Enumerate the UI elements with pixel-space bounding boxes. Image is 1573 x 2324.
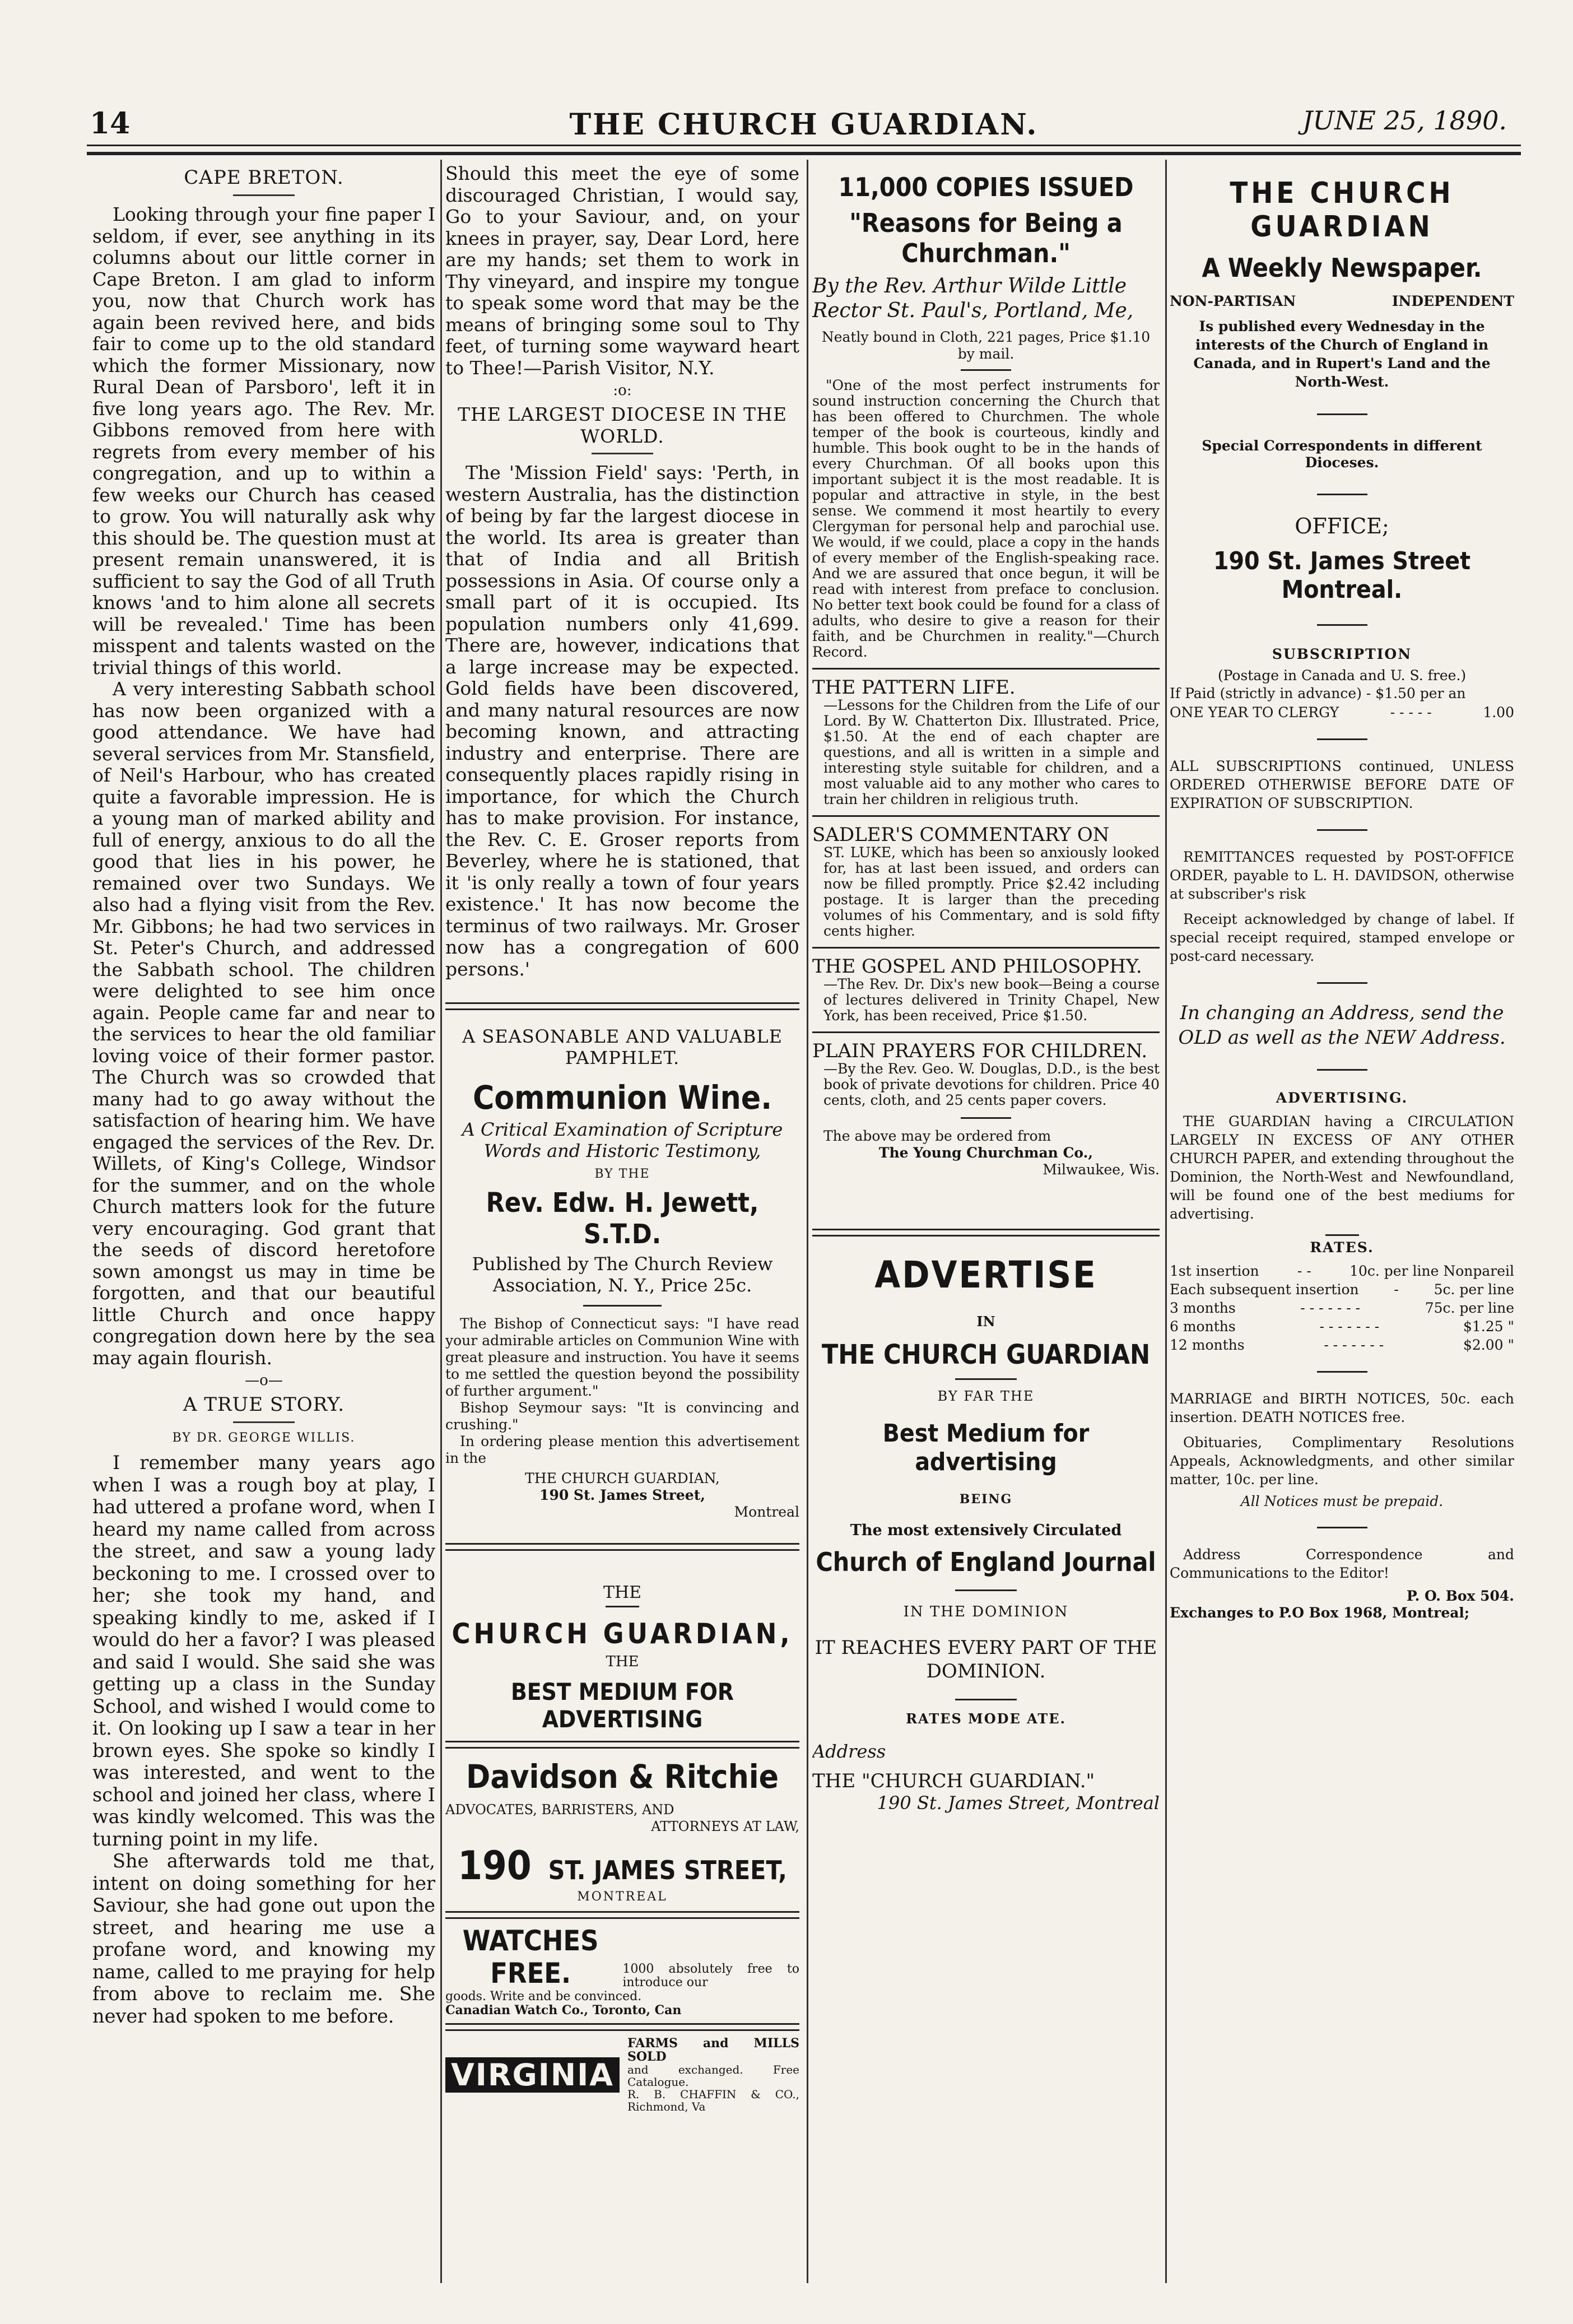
clergy-rate-dots: - - - - - bbox=[1390, 704, 1432, 721]
advertise-reaches: IT REACHES EVERY PART OF THE DOMINION. bbox=[815, 1637, 1157, 1682]
ad-the: THE bbox=[606, 1653, 639, 1670]
rule bbox=[812, 947, 1160, 949]
firm-description: ATTORNEYS AT LAW, bbox=[651, 1819, 799, 1834]
advertise-rates: RATES MODE ATE. bbox=[906, 1711, 1066, 1727]
advertise-most: The most extensively Circulated bbox=[850, 1522, 1122, 1539]
rate-label: 1st insertion bbox=[1170, 1263, 1259, 1279]
independent: INDEPENDENT bbox=[1392, 293, 1514, 309]
separator bbox=[1317, 494, 1367, 495]
cape-breton-paragraph: A very interesting Sabbath school has now been organized with a good attendance. We have had several services from Mr. Stansfield, of Neil's Harbour, who has created quite a favorable impression. He is a young man of marked ability and full of energy, anxious to do all the good that lies in his power, he remained over two Sundays. We also had a flying visit from the Rev. Mr. Gibbons; he had two services in St. Peter's Church, and addressed the Sabbath school. The children were delighted to see him once again. People came far and near to the services to hear the old familiar loving voice of their former pastor. The Church was so crowded that many had to go away without the satisfaction of hearing him. We have engaged the services of the Rev. Dr. Willets, of King's College, Windsor for the summer, and on the whole Church matters look for the future very encouraging. God grant that the seeds of discord heretofore sown amongst us may in time be forgotten, and that our beautiful little Church and once happy congregation down here by the sea may again flourish. bbox=[92, 678, 435, 1369]
pattern-life-title: THE PATTERN LIFE. bbox=[812, 676, 1016, 699]
rate-price: 75c. per line bbox=[1425, 1300, 1514, 1316]
book-review: "One of the most perfect instruments for sound instruction concerning the Church that has been offered to Churchmen. The whole temper of the book is courteous, kindly and humble. This book ought to be in the hands of every Churchman. Of all books upon this important subject it is the most readable. It is popular and attractive in style, in the best sense. We commend it most heartily to every Clergyman for personal help and parochial use. We would, if we could, place a copy in the hands of every member of the English-speaking race. And we are assured that once begun, it will be read with interest from preface to conclusion. No better text book could be found for a class of adults, who desire to give a reason for their faith, and be Churchmen in reality."—Church Record. bbox=[812, 377, 1160, 660]
pamphlet-heading: A SEASONABLE AND VALUABLE PAMPHLET. bbox=[462, 1026, 783, 1068]
virginia-line: and exchanged. Free Catalogue. bbox=[627, 2063, 799, 2089]
copies-issued: 11,000 COPIES ISSUED bbox=[838, 172, 1134, 202]
rate-dots: - - bbox=[1297, 1263, 1311, 1279]
obituaries-note: Obituaries, Complimentary Resolutions Appeals, Acknowledgments, and other similar matter, 10c. per line. bbox=[1170, 1434, 1514, 1488]
virginia-text bbox=[627, 2037, 799, 2113]
column-1 bbox=[92, 160, 435, 2285]
rate-label: 3 months bbox=[1170, 1300, 1236, 1316]
column-4 bbox=[1170, 160, 1514, 2285]
rate-price: 5c. per line bbox=[1434, 1281, 1514, 1298]
subscription-continued: ALL SUBSCRIPTIONS continued, UNLESS ORDERED OTHERWISE BEFORE DATE OF EXPIRATION OF SUBSCRIPTION. bbox=[1170, 758, 1514, 811]
separator bbox=[1317, 738, 1367, 740]
rate-price: 10c. per line Nonpareil bbox=[1349, 1263, 1514, 1279]
rule bbox=[445, 1741, 799, 1749]
clergy-rate-label: ONE YEAR TO CLERGY bbox=[1170, 704, 1339, 721]
advertise-in: IN bbox=[976, 1313, 995, 1330]
advertising-heading: ADVERTISING. bbox=[1276, 1090, 1408, 1106]
separator bbox=[961, 369, 1011, 371]
rate-dots: - - - - - - - bbox=[1300, 1300, 1361, 1316]
exchanges: Exchanges to P.O Box 1968, Montreal; bbox=[1170, 1605, 1470, 1621]
rule bbox=[812, 668, 1160, 670]
rate-row bbox=[1170, 1336, 1514, 1354]
separator bbox=[233, 1421, 295, 1423]
rule bbox=[445, 1543, 799, 1551]
communion-wine-title: Communion Wine. bbox=[472, 1079, 772, 1117]
separator bbox=[606, 1606, 639, 1607]
rate-dots: - bbox=[1394, 1281, 1399, 1298]
order-address: Montreal bbox=[734, 1504, 799, 1520]
advertise-guardian-address: 190 St. James Street, Montreal bbox=[877, 1792, 1160, 1814]
paper-name: THE CHURCH GUARDIAN bbox=[1230, 176, 1454, 244]
watches-title: WATCHES FREE. bbox=[462, 1925, 599, 1990]
marriage-notices: MARRIAGE and BIRTH NOTICES, 50c. each insertion. DEATH NOTICES free. bbox=[1170, 1391, 1514, 1425]
virginia-title: VIRGINIA bbox=[445, 2057, 620, 2093]
column-2 bbox=[445, 160, 799, 2285]
advertising-body: THE GUARDIAN having a CIRCULATION LARGELY IN EXCESS OF ANY OTHER CHURCH PAPER, and extending throughout the Dominion, the North-West and Newfoundland, will be found one of the best mediums for advertising. bbox=[1170, 1113, 1514, 1222]
true-story-heading: A TRUE STORY. bbox=[183, 1393, 345, 1416]
non-partisan: NON-PARTISAN bbox=[1170, 293, 1296, 309]
pamphlet-subtitle: A Critical Examination of Scripture Words and Historic Testimony, bbox=[462, 1119, 783, 1161]
true-story-byline: BY DR. GEORGE WILLIS. bbox=[172, 1431, 356, 1445]
page-number: 14 bbox=[90, 106, 131, 141]
column-divider bbox=[807, 160, 808, 2283]
rate-row bbox=[1170, 1317, 1514, 1336]
rates-heading: RATES. bbox=[1310, 1239, 1374, 1256]
receipt-note: Receipt acknowledged by change of label. If special receipt required, stamped envelope or post-card necessary. bbox=[1170, 911, 1514, 964]
pattern-life-body: —Lessons for the Children from the Life of our Lord. By W. Chatterton Dix. Illustrated. Price, $1.50. At the end of each chapter are questions, and all is written in a simple and interesting style suitable for children, and a most valuable aid to any mother who cares to train her children in religious truth. bbox=[823, 697, 1160, 807]
seymour-quote: Bishop Seymour says: "It is convincing and crushing." bbox=[445, 1400, 799, 1433]
book-author: By the Rev. Arthur Wilde Little bbox=[812, 275, 1127, 298]
rate-label: Each subsequent insertion bbox=[1170, 1281, 1359, 1298]
firm-address bbox=[445, 1843, 799, 1889]
prepaid-note: All Notices must be prepaid. bbox=[1240, 1493, 1444, 1509]
rate-row bbox=[1170, 1299, 1514, 1317]
rates-table bbox=[1170, 1262, 1514, 1354]
separator: —o— bbox=[245, 1372, 283, 1389]
clergy-rate-price: 1.00 bbox=[1483, 704, 1514, 721]
column-divider bbox=[1165, 160, 1167, 2283]
rate-row bbox=[1170, 1280, 1514, 1299]
po-box: P. O. Box 504. bbox=[1406, 1588, 1514, 1604]
office-label: OFFICE; bbox=[1295, 514, 1389, 538]
rate-dots: - - - - - - - bbox=[1324, 1337, 1384, 1353]
separator bbox=[583, 1305, 662, 1307]
advertise-being: BEING bbox=[959, 1492, 1013, 1507]
advertise-journal: Church of England Journal bbox=[816, 1547, 1156, 1577]
true-story-paragraph: She afterwards told me that, intent on doing something for her Saviour, she had gone out upon the street, and hearing me use a profane word, and knowing my name, called to me praying for help from above to reclaim me. She never had spoken to me before. bbox=[92, 1850, 435, 2027]
advertise-title: ADVERTISE bbox=[874, 1253, 1097, 1296]
pamphlet-author: Rev. Edw. H. Jewett, S.T.D. bbox=[486, 1187, 759, 1250]
order-city: Milwaukee, Wis. bbox=[1043, 1161, 1160, 1178]
separator bbox=[1325, 1234, 1359, 1236]
watches-text: goods. Write and be convinced. bbox=[445, 1990, 642, 2004]
separator bbox=[1317, 413, 1367, 415]
diocese-heading: THE LARGEST DIOCESE IN THE WORLD. bbox=[458, 403, 787, 447]
ad-the: THE bbox=[603, 1583, 642, 1602]
weekly-newspaper: A Weekly Newspaper. bbox=[1202, 253, 1482, 283]
order-note: In ordering please mention this advertisement in the bbox=[445, 1433, 799, 1466]
column-3 bbox=[812, 160, 1160, 2285]
rate-price: $2.00 " bbox=[1463, 1337, 1514, 1353]
separator bbox=[233, 194, 295, 196]
separator bbox=[1317, 982, 1367, 984]
cape-breton-paragraph: Looking through your fine paper I seldom, if ever, see anything in its columns about our little corner in Cape Breton. I am glad to inform you, now that Church work has again been revived here, and bids fair to come up to the old standard which the former Missionary, now Rural Dean of Parsboro', left it in five long years ago. The Rev. Mr. Gibbons removed from here with regrets from every member of his congregation, and up to within a few weeks our Church has ceased to grow. You will naturally ask why this should be. The question must at present remain unanswered, it is sufficient to say the God of all Truth knows 'and to him alone all secrets will be revealed.' Time has been misspent and talents wasted on the trivial things of this world. bbox=[92, 203, 435, 678]
order-address: 190 St. James Street, bbox=[539, 1487, 705, 1503]
separator bbox=[1317, 1527, 1367, 1528]
clergy-rate bbox=[1170, 703, 1514, 722]
remittances: REMITTANCES requested by POST-OFFICE ORDER, payable to L. H. DAVIDSON, otherwise at subscriber's risk bbox=[1170, 849, 1514, 902]
published-statement: Is published every Wednesday in the interests of the Church of England in Canada, and in Rupert's Land and the North-West. bbox=[1193, 318, 1491, 390]
rate-label: 12 months bbox=[1170, 1337, 1245, 1353]
virginia-line: FARMS and MILLS SOLD bbox=[627, 2036, 799, 2064]
address-correspondence: Address Correspondence and Communications to the Editor! bbox=[1170, 1546, 1514, 1581]
sadler-title: SADLER'S COMMENTARY ON bbox=[812, 824, 1110, 846]
rate-label: 6 months bbox=[1170, 1318, 1236, 1335]
firm-address-street: ST. JAMES STREET, bbox=[548, 1855, 787, 1885]
plain-prayers-title: PLAIN PRAYERS FOR CHILDREN. bbox=[812, 1040, 1148, 1062]
ad-paper-name: CHURCH GUARDIAN, bbox=[452, 1617, 793, 1650]
newspaper-title: THE CHURCH GUARDIAN. bbox=[569, 108, 1039, 142]
true-story-paragraph: I remember many years ago when I was a rough boy at play, I had uttered a profane word, when I heard my name called from across the street, and saw a young lady beckoning to me. I crossed over to her; she took my hand, and speaking kindly to me, asked if I would do her a favor? I was pleased and said I would. She said she was getting up a class in the Sunday School, and wished I would come to it. On looking up I saw a tear in her brown eyes. She spoke so kindly I was interested, and went to the school and joined her class, where I was kindly welcomed. This was the turning point in my life. bbox=[92, 1452, 435, 1850]
firm-name: Davidson & Ritchie bbox=[466, 1758, 779, 1796]
closing-paragraph: Should this meet the eye of some discouraged Christian, I would say, Go to your Saviour, and, on your knees in prayer, say, Dear Lord, here are my hands; set them to work in Thy vineyard, and inspire my tongue to speak some word that may be the means of bringing some soul to Thy feet, of turning some wayward heart to Thee!—Parish Visitor, N.Y. bbox=[445, 162, 799, 379]
advertise-best: Best Medium for advertising bbox=[882, 1419, 1090, 1476]
ad-best-medium: BEST MEDIUM FOR ADVERTISING bbox=[510, 1678, 734, 1733]
issue-date: JUNE 25, 1890. bbox=[1302, 105, 1507, 136]
sadler-body: ST. LUKE, which has been so anxiously looked for, has at last been issued, and orders can now be filled promptly. Price $2.42 including postage. It is larger than the preceding volumes of his Commentary, and is sold fifty cents higher. bbox=[823, 844, 1160, 939]
separator bbox=[955, 1589, 1017, 1591]
advertise-address: Address bbox=[812, 1741, 886, 1762]
bishop-quote: The Bishop of Connecticut says: "I have read your admirable articles on Communion Wine with great pleasure and instruction. You have it seems to me settled the question beyond the possibility of further argument." bbox=[445, 1316, 799, 1399]
column-divider bbox=[440, 160, 442, 2283]
firm-city: MONTREAL bbox=[577, 1890, 668, 1904]
watches-ad bbox=[445, 1925, 799, 1990]
watches-text: 1000 absolutely free to introduce our bbox=[622, 1962, 799, 1990]
separator bbox=[1317, 1069, 1367, 1071]
gospel-title: THE GOSPEL AND PHILOSOPHY. bbox=[812, 955, 1142, 978]
virginia-line: R. B. CHAFFIN & CO., Richmond, Va bbox=[627, 2088, 799, 2113]
separator: :o: bbox=[613, 382, 632, 399]
rule bbox=[812, 1229, 1160, 1237]
advertise-by-far: BY FAR THE bbox=[937, 1388, 1035, 1404]
firm-description: ADVOCATES, BARRISTERS, AND bbox=[445, 1802, 674, 1818]
rate-row bbox=[1170, 1262, 1514, 1280]
advertise-paper: THE CHURCH GUARDIAN bbox=[821, 1339, 1151, 1370]
paper-stance bbox=[1170, 292, 1514, 310]
separator bbox=[961, 1117, 1011, 1119]
book-title: "Reasons for Being a Churchman." bbox=[849, 208, 1123, 268]
separator bbox=[1317, 624, 1367, 626]
advertise-dominion: IN THE DOMINION bbox=[903, 1603, 1069, 1620]
book-price: Neatly bound in Cloth, 221 pages, Price $1.10 by mail. bbox=[821, 329, 1151, 362]
diocese-paragraph: The 'Mission Field' says: 'Perth, in western Australia, has the distinction of being by far the largest diocese in the world. Its area is greater than that of India and all British possessions in Asia. Of course only a small part of it is occupied. Its population numbers only 41,699. There are, however, indications that a large increase may be expected. Gold fields have been discovered, and many natural resources are now becoming known, and attracting industry and enterprise. There are consequently places rapidly rising in importance, for which the Church has to make provision. For instance, the Rev. C. E. Groser reports from Beverley, where he is stationed, that it 'is only really a town of four years existence.' It has now become the terminus of two railways. Mr. Groser now has a congregation of 600 persons.' bbox=[445, 462, 799, 980]
advertise-guardian: THE "CHURCH GUARDIAN." bbox=[812, 1770, 1095, 1792]
separator bbox=[955, 1378, 1017, 1380]
pamphlet-publisher: Published by The Church Review Association, N. Y., Price 25c. bbox=[472, 1253, 773, 1296]
separator bbox=[1317, 1371, 1367, 1373]
rule bbox=[445, 2023, 799, 2031]
cape-breton-heading: CAPE BRETON. bbox=[184, 166, 344, 189]
postage-note: (Postage in Canada and U. S. free.) bbox=[1217, 667, 1467, 684]
book-rector: Rector St. Paul's, Portland, Me, bbox=[812, 299, 1134, 322]
separator bbox=[1317, 829, 1367, 831]
masthead-rule bbox=[87, 145, 1521, 155]
rate-price: $1.25 " bbox=[1463, 1318, 1514, 1335]
order-address: THE CHURCH GUARDIAN, bbox=[525, 1470, 720, 1486]
subscription-heading: SUBSCRIPTION bbox=[1272, 646, 1412, 662]
correspondents: Special Correspondents in different Dioceses. bbox=[1202, 438, 1482, 471]
separator bbox=[592, 453, 653, 454]
office-address: 190 St. James Street Montreal. bbox=[1213, 547, 1471, 604]
separator bbox=[955, 1699, 1017, 1700]
watches-company: Canadian Watch Co., Toronto, Can bbox=[445, 2003, 682, 2018]
gospel-body: —The Rev. Dr. Dix's new book—Being a course of lectures delivered in Trinity Chapel, New York, has been received, Price $1.50. bbox=[823, 976, 1160, 1024]
rule bbox=[812, 1031, 1160, 1033]
plain-prayers-body: —By the Rev. Geo. W. Douglas, D.D., is the best book of private devotions for children. Price 40 cents, cloth, and 25 cents paper covers. bbox=[823, 1061, 1160, 1108]
firm-address-number: 190 bbox=[458, 1843, 532, 1889]
virginia-ad bbox=[445, 2037, 799, 2113]
change-address: In changing an Address, send the OLD as well as the NEW Address. bbox=[1178, 1002, 1506, 1049]
rule bbox=[445, 1911, 799, 1919]
if-paid: If Paid (strictly in advance) - $1.50 per an bbox=[1170, 685, 1466, 701]
rate-dots: - - - - - - - bbox=[1319, 1318, 1380, 1335]
order-company: The Young Churchman Co., bbox=[878, 1145, 1093, 1161]
by-the-label: BY THE bbox=[594, 1167, 650, 1181]
order-line: The above may be ordered from bbox=[823, 1128, 1051, 1144]
rule bbox=[445, 1002, 799, 1010]
rule bbox=[812, 815, 1160, 817]
